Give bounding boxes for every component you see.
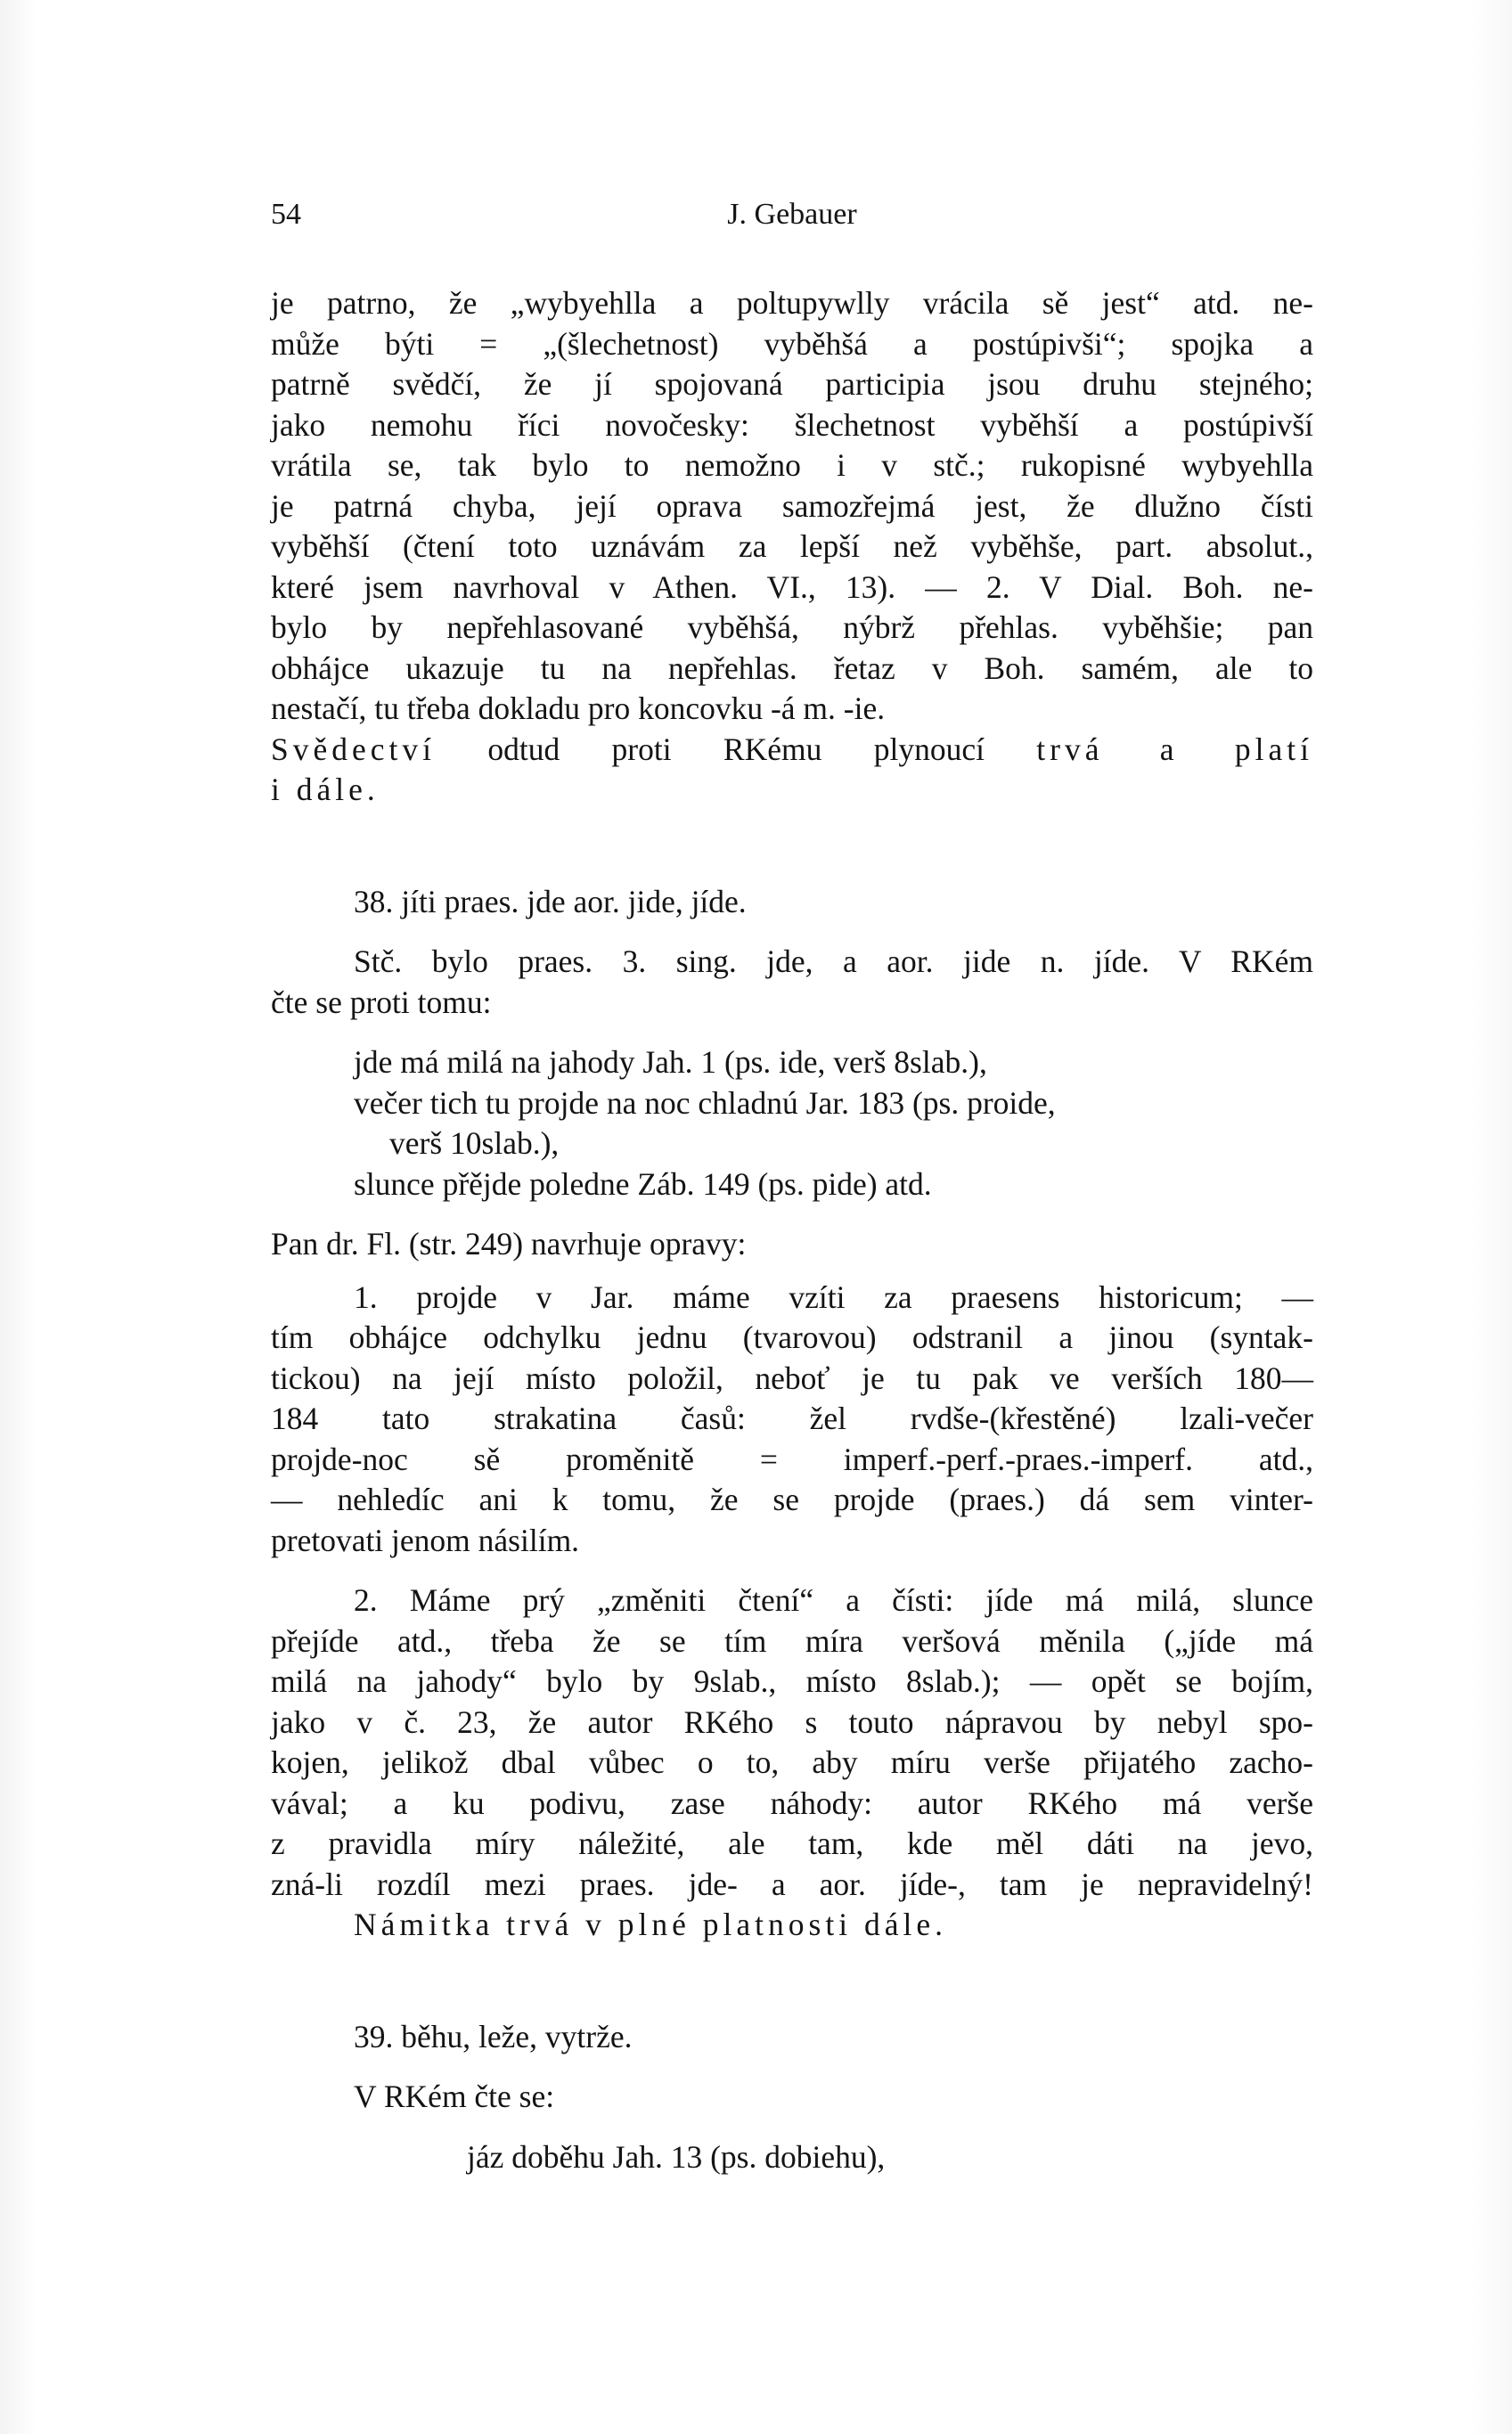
text-line: vával; a ku podivu, zase náhody: autor RKého má verše [271,1785,1313,1821]
quote-line: verš 10slab.), [389,1125,560,1161]
section-39-quote: jáz doběhu Jah. 13 (ps. dobiehu), [467,2138,886,2175]
text-line: tím obhájce odchylku jednu (tvarovou) odstranil a jinou (syntak- [271,1319,1313,1355]
section-38-quotes [271,1042,1313,1205]
text-line: vrátila se, tak bylo to nemožno i v stč.; rukopisné wybyehlla [271,447,1313,483]
text-line: které jsem navrhoval v Athen. VI., 13). — 2. V Dial. Boh. ne- [271,568,1313,605]
text-line: 2. Máme prý „změniti čtení“ a čísti: jíde má milá, slunce [354,1582,1313,1618]
text-line: pretovati jenom násilím. [271,1522,580,1558]
section-38-intro [271,942,1313,1023]
text-line: přejíde atd., třeba že se tím míra veršová měnila („jíde má [271,1622,1313,1659]
spaced-word: trvá a platí [1036,731,1313,767]
text-line: 184 tato strakatina časů: žel rvdše-(křestěné) lzali-večer [271,1401,1313,1436]
text-line: — nehledíc ani k tomu, že se projde (praes.) dá sem vinter- [271,1482,1313,1517]
text-line: je patrno, že „wybyehlla a poltupywlly vrácila sě jest“ atd. ne- [271,285,1313,321]
section-heading-39: 39. běhu, leže, vytrže. [354,2018,633,2054]
page-number: 54 [271,198,301,231]
quote-line: večer tich tu projde na noc chladnú Jar. 183 (ps. proide, [354,1084,1056,1121]
text-line: jako nemohu říci novočesky: šlechetnost vyběhší a postúpivší [271,406,1313,443]
body-paragraph [271,283,1313,811]
running-head: J. Gebauer [727,198,857,231]
text-line: kojen, jelikož dbal vůbec o to, aby míru verše přijatého zacho- [271,1744,1313,1780]
text-line: zná-li rozdíl mezi praes. jde- a aor. jíde-, tam je nepravidelný! [271,1866,1313,1902]
text-line: čte se proti tomu: [271,984,492,1020]
quote-line: slunce přějde poledne Záb. 149 (ps. pide) atd. [354,1165,932,1202]
page-header [271,198,1313,242]
point-2 [271,1580,1313,1905]
conclusion-line [271,730,1313,771]
conclusion-line: i dále. [271,772,380,807]
text-line: z pravidla míry náležité, ale tam, kde měl dáti na jevo, [271,1826,1313,1861]
text-line: obhájce ukazuje tu na nepřehlas. řetaz v Boh. samém, ale to [271,649,1313,686]
text-line: vyběhší (čtení toto uznávám za lepší než vyběhše, part. absolut., [271,528,1313,564]
section-39-intro: V RKém čte se: [354,2079,555,2114]
quote-line: jde má milá na jahody Jah. 1 (ps. ide, verš 8slab.), [354,1044,987,1080]
text-span: odtud proti RKému plynoucí [487,731,985,767]
text-line: může býti = „(šlechetnost) vyběhšá a postúpivši“; spojka a [271,325,1313,362]
text-line: milá na jahody“ bylo by 9slab., místo 8slab.); — opět se bojím, [271,1663,1313,1699]
proposal-intro: Pan dr. Fl. (str. 249) navrhuje opravy: [271,1226,747,1262]
text-line: bylo by nepřehlasované vyběhšá, nýbrž přehlas. vyběhšie; pan [271,609,1313,645]
point-1 [271,1278,1313,1562]
text-line: je patrná chyba, její oprava samozřejmá jest, že dlužno čísti [271,487,1313,524]
spaced-word: Svědectví [271,731,436,767]
text-line: 1. projde v Jar. máme vzíti za praesens historicum; — [354,1278,1313,1315]
text-line: tickou) na její místo položil, neboť je tu pak ve verších 180— [271,1360,1313,1396]
page-content [271,283,1313,2177]
text-line: patrně svědčí, že jí spojovaná participia jsou druhu stejného; [271,366,1313,402]
conclusion-2: Námitka trvá v plné platnosti dále. [354,1907,947,1942]
text-line: projde-noc sě proměnitě = imperf.-perf.-praes.-imperf. atd., [271,1441,1313,1477]
text-line: nestačí, tu třeba dokladu pro koncovku -á m. -ie. [271,690,886,726]
text-line: jako v č. 23, že autor RKého s touto nápravou by nebyl spo- [271,1703,1313,1740]
text-line: Stč. bylo praes. 3. sing. jde, a aor. jide n. jíde. V RKém [354,943,1313,979]
section-heading-38: 38. jíti praes. jde aor. jide, jíde. [354,883,747,919]
